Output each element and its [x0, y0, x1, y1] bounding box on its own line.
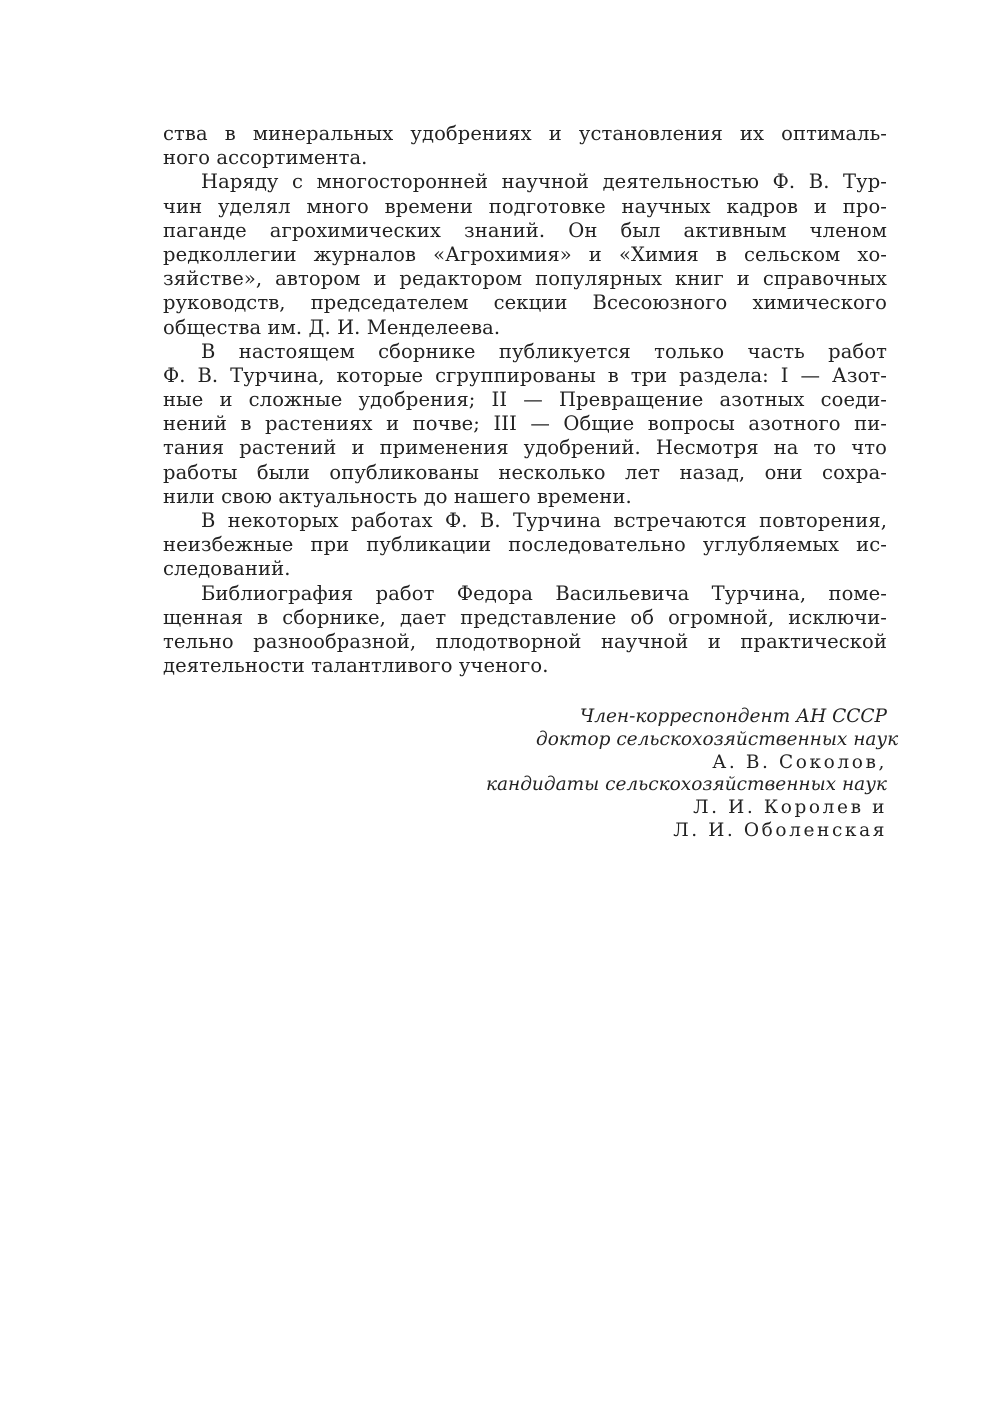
- text-line: В настоящем сборнике публикуется только часть работ: [201, 339, 887, 363]
- text-line: Наряду с многосторонней научной деятельностью Ф. В. Тур-: [201, 170, 887, 194]
- text-line: тельно разнообразной, плодотворной научной и практической: [163, 629, 887, 653]
- text-line: В некоторых работах Ф. В. Турчина встречаются повторения,: [201, 509, 887, 532]
- text-line: зяйстве», автором и редактором популярных книг и справочных: [163, 267, 887, 291]
- text-line: тания растений и применения удобрений. Несмотря на то что: [163, 436, 887, 460]
- text-line: Библиография работ Федора Васильевича Турчина, поме-: [201, 581, 887, 605]
- text-line: нили свою актуальность до нашего времени.: [163, 484, 632, 508]
- text-line: ные и сложные удобрения; II — Превращение азотных соеди-: [163, 388, 887, 412]
- text-line: неизбежные при публикации последовательно углубляемых ис-: [163, 533, 887, 557]
- body-text: [163, 122, 887, 678]
- signature-block: [430, 706, 899, 843]
- text-line: паганде агрохимических знаний. Он был активным членом: [163, 218, 887, 242]
- signature-author: А. В. Соколов,: [712, 751, 887, 773]
- text-line: чин уделял много времени подготовке научных кадров и про-: [163, 194, 887, 218]
- text-line: ства в минеральных удобрениях и установления их оптималь-: [163, 122, 887, 145]
- text-line: руководств, председателем секции Всесоюзного химического: [163, 291, 887, 315]
- signature-author: Л. И. Королев и: [693, 797, 887, 819]
- signature-author: Л. И. Оболенская: [673, 819, 887, 841]
- text-line: нений в растениях и почве; III — Общие вопросы азотного пи-: [163, 412, 887, 436]
- signature-degree: кандидаты сельскохозяйственных наук: [485, 774, 887, 796]
- text-line: следований.: [163, 557, 291, 581]
- text-line: работы были опубликованы несколько лет назад, они сохра-: [163, 460, 887, 484]
- text-line: редколлегии журналов «Агрохимия» и «Химия в сельском хо-: [163, 242, 887, 266]
- signature-degree: доктор сельскохозяйственных наук: [536, 728, 899, 750]
- text-line: Ф. В. Турчина, которые сгруппированы в три раздела: I — Азот-: [163, 363, 887, 387]
- text-line: щенная в сборнике, дает представление об огромной, исключи-: [163, 605, 887, 629]
- text-line: ного ассортимента.: [163, 146, 368, 170]
- signature-title: Член-корреспондент АН СССР: [579, 706, 887, 727]
- text-line: общества им. Д. И. Менделеева.: [163, 315, 501, 339]
- text-line: деятельности талантливого ученого.: [163, 654, 549, 678]
